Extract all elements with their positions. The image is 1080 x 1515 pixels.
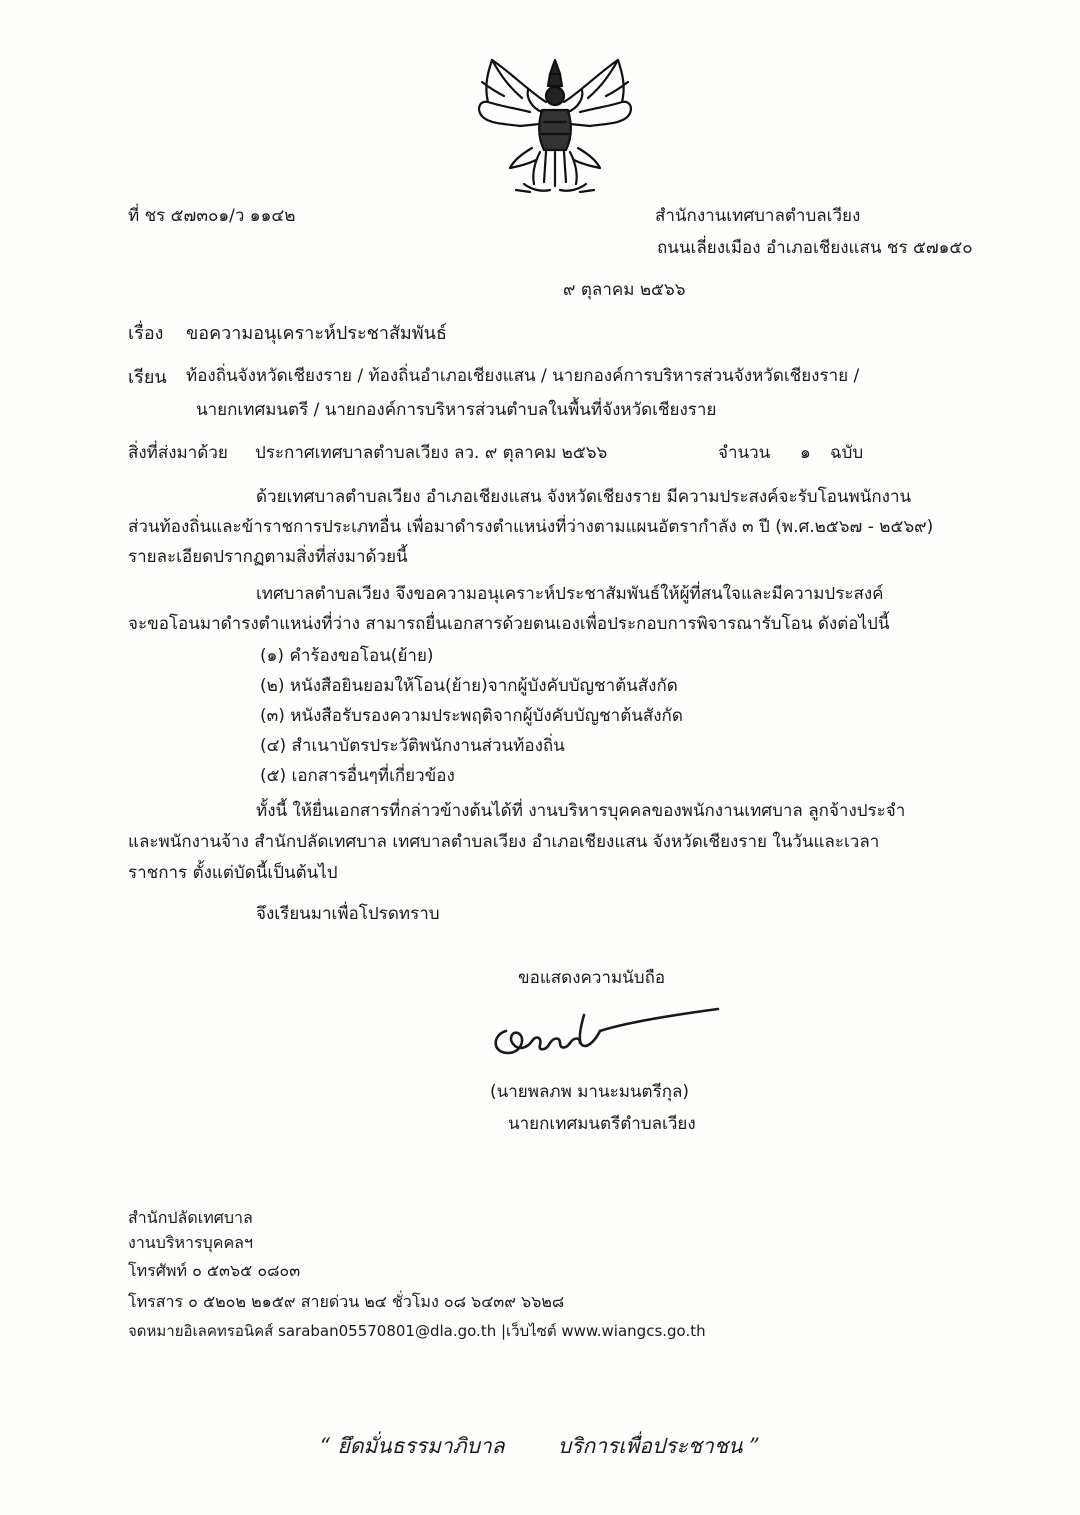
contact-fax: โทรสาร ๐ ๕๒๐๒ ๒๑๕๙ สายด่วน ๒๔ ชั่วโมง ๐๘ ๖๔๓๙ ๖๖๒๘	[128, 1292, 565, 1311]
para2-line-1: เทศบาลตำบลเวียง จึงขอความอนุเคราะห์ประชาสัมพันธ์ให้ผู้ที่สนใจและมีความประสงค์	[256, 584, 884, 604]
motto-part-1: “ ยึดมั่นธรรมาภิบาล	[320, 1434, 505, 1458]
handwritten-signature	[488, 1003, 738, 1063]
closing-line: จึงเรียนมาเพื่อโปรดทราบ	[256, 904, 440, 924]
para3-line-2: และพนักงานจ้าง สำนักปลัดเทศบาล เทศบาลตำบลเวียง อำเภอเชียงแสน จังหวัดเชียงราย ในวันและเวลา	[128, 832, 880, 852]
para1-line-2: ส่วนท้องถิ่นและข้าราชการประเภทอื่น เพื่อมาดำรงตำแหน่งที่ว่างตามแผนอัตรากำลัง ๓ ปี (พ.ศ.๒๕๖๗ - ๒๕๖๙)	[128, 517, 934, 537]
list-item: (๑) คำร้องขอโอน(ย้าย)	[260, 646, 434, 666]
list-item: (๓) หนังสือรับรองความประพฤติจากผู้บังคับบัญชาต้นสังกัด	[260, 706, 683, 726]
office-address: ถนนเลี่ยงเมือง อำเภอเชียงแสน ชร ๕๗๑๕๐	[657, 238, 973, 258]
regards: ขอแสดงความนับถือ	[518, 968, 666, 988]
recipient-line-1: ท้องถิ่นจังหวัดเชียงราย / ท้องถิ่นอำเภอเชียงแสน / นายกองค์การบริหารส่วนจังหวัดเชียงราย /	[186, 366, 860, 386]
garuda-emblem	[470, 52, 640, 202]
motto-part-2: บริการเพื่อประชาชน ”	[557, 1434, 760, 1458]
para1-line-1: ด้วยเทศบาลตำบลเวียง อำเภอเชียงแสน จังหวัดเชียงราย มีความประสงค์จะรับโอนพนักงาน	[256, 487, 912, 507]
para3-line-3: ราชการ ตั้งแต่บัดนี้เป็นต้นไป	[128, 863, 338, 883]
motto	[0, 1430, 1080, 1463]
list-item: (๔) สำเนาบัตรประวัติพนักงานส่วนท้องถิ่น	[260, 736, 565, 756]
enclosure-qty-label: จำนวน	[718, 443, 771, 463]
signer-position: นายกเทศมนตรีตำบลเวียง	[508, 1114, 696, 1134]
contact-section: งานบริหารบุคคลฯ	[128, 1233, 253, 1252]
recipient-line-2: นายกเทศมนตรี / นายกองค์การบริหารส่วนตำบลในพื้นที่จังหวัดเชียงราย	[196, 400, 717, 420]
reference-number: ที่ ชร ๕๗๓๐๑/ว ๑๑๔๒	[128, 206, 296, 226]
subject-text: ขอความอนุเคราะห์ประชาสัมพันธ์	[186, 323, 447, 344]
para1-line-3: รายละเอียดปรากฏตามสิ่งที่ส่งมาด้วยนี้	[128, 547, 408, 567]
contact-email-website: จดหมายอิเลคทรอนิคส์ saraban05570801@dla.go.th |เว็บไซต์ www.wiangcs.go.th	[128, 1322, 706, 1340]
enclosure-unit: ฉบับ	[830, 443, 864, 463]
enclosure-label: สิ่งที่ส่งมาด้วย	[128, 443, 228, 463]
contact-dept: สำนักปลัดเทศบาล	[128, 1208, 253, 1227]
recipient-label: เรียน	[128, 367, 167, 388]
enclosure-qty: ๑	[800, 443, 811, 463]
list-item: (๕) เอกสารอื่นๆที่เกี่ยวข้อง	[260, 766, 455, 786]
office-name: สำนักงานเทศบาลตำบลเวียง	[655, 206, 861, 226]
subject-label: เรื่อง	[128, 323, 164, 344]
para2-line-2: จะขอโอนมาดำรงตำแหน่งที่ว่าง สามารถยื่นเอกสารด้วยตนเองเพื่อประกอบการพิจารณารับโอน ดังต่อไปนี้	[128, 614, 890, 634]
list-item: (๒) หนังสือยินยอมให้โอน(ย้าย)จากผู้บังคับบัญชาต้นสังกัด	[260, 676, 678, 696]
enclosure-text: ประกาศเทศบาลตำบลเวียง ลว. ๙ ตุลาคม ๒๕๖๖	[255, 443, 608, 463]
para3-line-1: ทั้งนี้ ให้ยื่นเอกสารที่กล่าวข้างต้นได้ที่ งานบริหารบุคคลของพนักงานเทศบาล ลูกจ้างประจำ	[256, 801, 906, 821]
contact-phone: โทรศัพท์ ๐ ๕๓๖๕ ๐๘๐๓	[128, 1261, 301, 1280]
signer-name: (นายพลภพ มานะมนตรีกุล)	[490, 1082, 690, 1102]
letter-date: ๙ ตุลาคม ๒๕๖๖	[563, 280, 686, 300]
